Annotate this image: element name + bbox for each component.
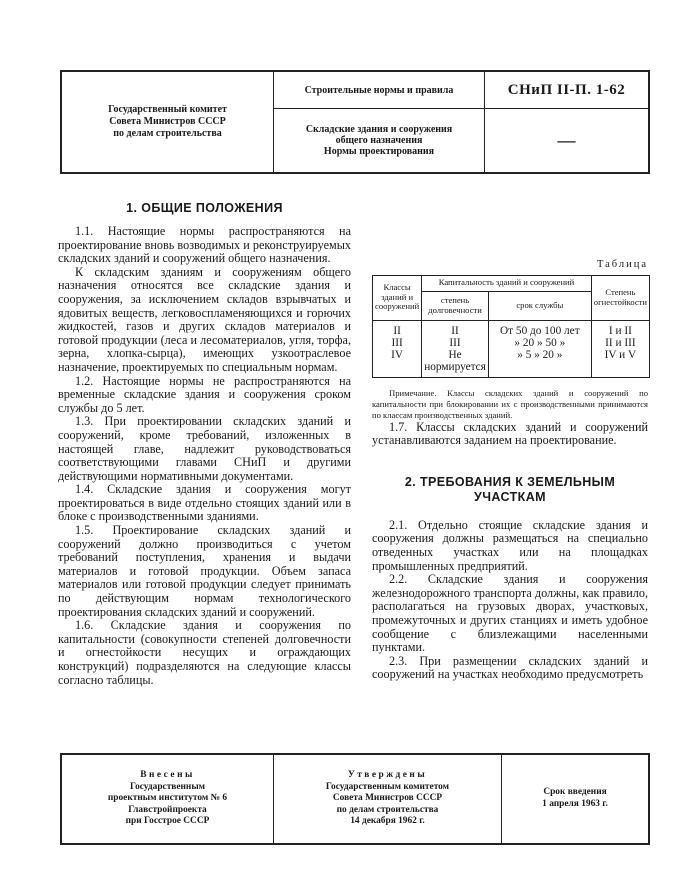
- document-code: СНиП II-П. 1-62: [485, 72, 648, 109]
- approved-block: [274, 755, 502, 843]
- paragraph-1-6: 1.6. Складские здания и сооружения по капитальности (совокупности степеней долговечности и огнестойкости несущих и ограждающих конструкций) подразделяются на следующие классы согласно таблицы.: [58, 618, 351, 687]
- durability-value: III: [449, 336, 461, 349]
- capital-class-table: [372, 275, 650, 378]
- paragraph-2-2: 2.2. Складские здания и сооружения железнодорожного транспорта должны, как правило, располагаться на грузовых дворах, участковых, промежуточных и других станциях и иметь удобное сообщение с близлежащими населенными пунктами.: [372, 572, 648, 655]
- paragraph-1-2: 1.2. Настоящие нормы не распространяются на временные складские здания и сооружения сроком службы до 5 лет.: [58, 373, 351, 415]
- submitted-line: Государственным: [129, 781, 206, 792]
- table-row: [373, 320, 650, 377]
- subject-line: общего назначения: [335, 135, 423, 146]
- table-cell: [591, 320, 649, 377]
- section-2-title: 2. ТРЕБОВАНИЯ К ЗЕМЕЛЬНЫМ УЧАСТКАМ: [404, 474, 616, 504]
- approved-label: Утверждены: [347, 770, 428, 781]
- paragraph-1-3: 1.3. При проектировании складских зданий и сооружений, кроме требований, изложенных в настоящей главе, надлежит руководствоваться соответствующими главами СНиП и другими действующими нормативными документами.: [58, 414, 351, 483]
- paragraph-1-1b: К складским зданиям и сооружениям общего назначения относятся все складские здания и сооружения, за исключением складов взрывчатых и ядовитых веществ, легковоспламеняющихся и горючих жидкостей, газов и других складов материалов и готовой продукции (леса и лесоматериалов, угля, торфа, зерна, хлопка-сырца), имеющих узкоотраслевое назначение, проектируемых по специальным нормам.: [58, 264, 351, 374]
- submitted-block: [62, 755, 274, 843]
- paragraph-2-3: 2.3. При размещении складских зданий и сооружений на участках необходимо предусмотреть: [372, 653, 648, 682]
- paragraph-2-1: 2.1. Отдельно стоящие складские здания и сооружения должны размещаться на специально отведенных участках или на площадках промышленных предприятий.: [372, 517, 648, 573]
- submitted-line: при Госстрое СССР: [125, 816, 210, 827]
- approved-line: Совета Министров СССР: [332, 793, 443, 804]
- code-block: [485, 72, 648, 172]
- submitted-line: Главстройпроекта: [128, 804, 207, 815]
- col-header-capital: Капитальность зданий и сооружений: [422, 275, 592, 291]
- effective-block: [502, 755, 648, 843]
- service-value: От 50 до 100 лет: [500, 324, 580, 337]
- left-column: [58, 201, 351, 687]
- table-cell: [422, 320, 489, 377]
- service-value: » 5 » 20 »: [517, 348, 563, 361]
- approved-line: по делам строительства: [336, 804, 439, 815]
- effective-label: Срок введения: [543, 787, 607, 798]
- footer-box: [60, 753, 650, 845]
- col-header-fire: Степень огнестойкости: [591, 275, 649, 320]
- submitted-label: Внесены: [140, 770, 195, 781]
- col-header-durability: степень долговечности: [422, 291, 489, 320]
- col-header-service: срок службы: [488, 291, 591, 320]
- fire-value: II и III: [605, 336, 636, 349]
- document-subject: [274, 109, 484, 172]
- issuer-line: Совета Министров СССР: [109, 116, 226, 127]
- right-column: [372, 257, 648, 682]
- paragraph-1-5: 1.5. Проектирование складских зданий и сооружений должно производиться с учетом требований поступления, хранения и выдачи материалов и готовой продукции. Объем запаса материалов или готовой продукции следует принимать по действующим нормам технологического проектирования складских зданий и сооружений.: [58, 523, 351, 619]
- fire-value: I и II: [608, 324, 632, 337]
- issuer-line: по делам строительства: [113, 128, 222, 139]
- table-cell: [488, 320, 591, 377]
- paragraph-1-1: 1.1. Настоящие нормы распространяются на проектирование вновь возводимых и реконструируемых складских зданий и сооружений общего назначения.: [58, 224, 351, 266]
- header-box: [60, 70, 650, 174]
- table-note: Примечание. Классы складских зданий и сооружений по капитальности при блокировании их с производственными принимаются по классам производственных зданий.: [372, 387, 648, 420]
- fire-value: IV и V: [604, 348, 637, 361]
- issuer-block: [62, 72, 274, 172]
- class-value: II: [393, 324, 401, 337]
- approved-date: 14 декабря 1962 г.: [350, 816, 425, 827]
- effective-date: 1 апреля 1963 г.: [542, 799, 608, 809]
- approved-line: Государственным комитетом: [325, 781, 450, 792]
- durability-value: II: [451, 324, 459, 337]
- norms-title: Строительные нормы и правила: [274, 72, 484, 109]
- table-caption: Таблица: [596, 259, 648, 270]
- subject-line: Нормы проектирования: [323, 146, 435, 157]
- title-block: [274, 72, 485, 172]
- paragraph-1-7: 1.7. Классы складских зданий и сооружений устанавливаются заданием на проектирование.: [372, 419, 648, 448]
- section-1-title: 1. ОБЩИЕ ПОЛОЖЕНИЯ: [126, 201, 283, 215]
- issuer-line: Государственный комитет: [108, 104, 227, 115]
- service-value: » 20 » 50 »: [514, 336, 566, 349]
- subject-line: Складские здания и сооружения: [305, 124, 453, 135]
- replaces-field: —: [557, 130, 576, 150]
- class-value: III: [391, 336, 403, 349]
- col-header-class: Классы зданий и сооружений: [373, 275, 422, 320]
- table-cell: [373, 320, 422, 377]
- class-value: IV: [391, 348, 404, 361]
- durability-value: Не нормируется: [424, 348, 486, 373]
- paragraph-1-4: 1.4. Складские здания и сооружения могут проектироваться в виде отдельно стоящих зданий или в блоке с производственными зданиями.: [58, 482, 351, 524]
- submitted-line: проектным институтом № 6: [107, 793, 228, 804]
